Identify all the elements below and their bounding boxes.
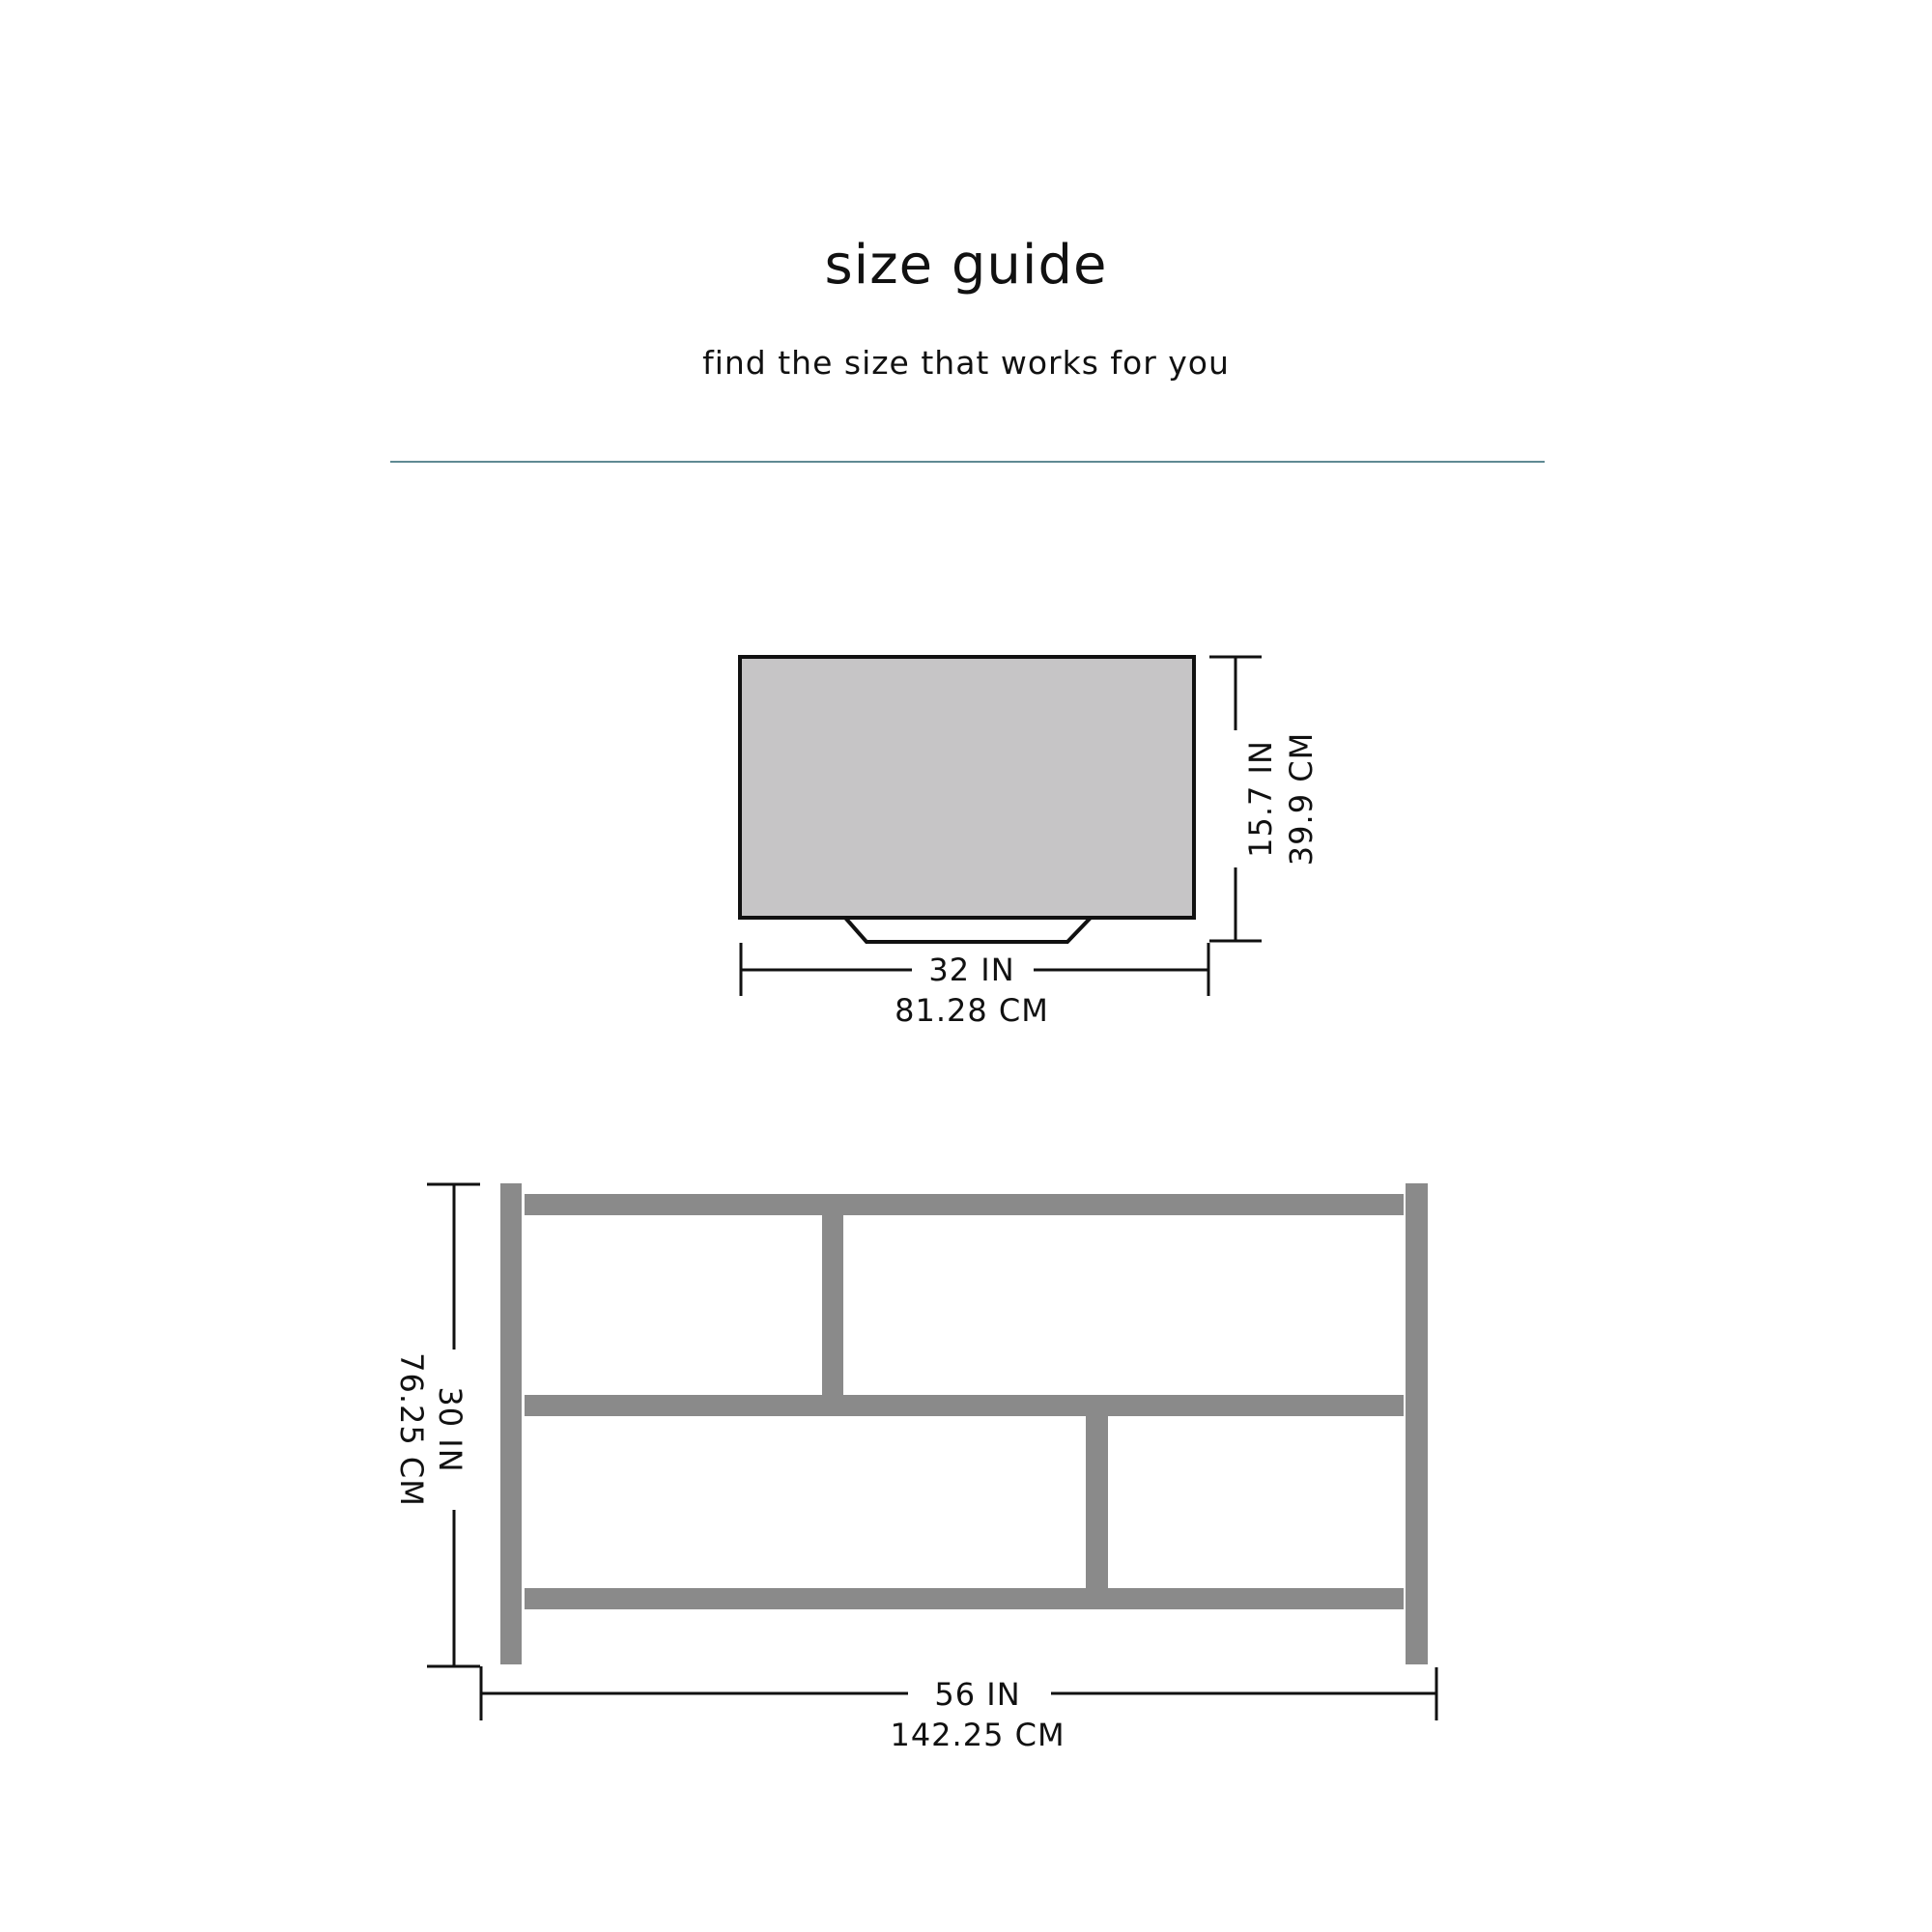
stand-right-post bbox=[1406, 1183, 1428, 1664]
tv-illustration bbox=[740, 657, 1194, 942]
stand-lower-divider bbox=[1086, 1416, 1108, 1588]
page-title: size guide bbox=[824, 234, 1108, 297]
tv-width-cm-label: 81.28 CM bbox=[895, 992, 1049, 1029]
stand-bottom-shelf bbox=[525, 1588, 1404, 1609]
stand-height-in-label: 30 IN bbox=[432, 1386, 469, 1473]
stand-middle-shelf bbox=[525, 1395, 1404, 1416]
stand-width-dimension bbox=[481, 1666, 1436, 1753]
stand-upper-divider bbox=[822, 1215, 843, 1395]
tv-width-in-label: 32 IN bbox=[928, 952, 1015, 988]
tv-stand-illustration bbox=[500, 1183, 1428, 1664]
stand-top-shelf bbox=[525, 1194, 1404, 1215]
tv-stand-base bbox=[845, 918, 1091, 942]
tv-width-dimension bbox=[741, 943, 1208, 1029]
page-subtitle: find the size that works for you bbox=[702, 344, 1230, 382]
stand-height-dimension bbox=[393, 1184, 480, 1666]
tv-height-in-label: 15.7 IN bbox=[1242, 740, 1279, 858]
tv-screen bbox=[740, 657, 1194, 918]
tv-height-cm-label: 39.9 CM bbox=[1283, 731, 1320, 867]
tv-height-dimension bbox=[1209, 657, 1320, 941]
stand-width-cm-label: 142.25 CM bbox=[890, 1717, 1065, 1753]
stand-width-in-label: 56 IN bbox=[934, 1676, 1021, 1713]
stand-height-cm-label: 76.25 CM bbox=[393, 1352, 430, 1507]
stand-left-post bbox=[500, 1183, 522, 1664]
